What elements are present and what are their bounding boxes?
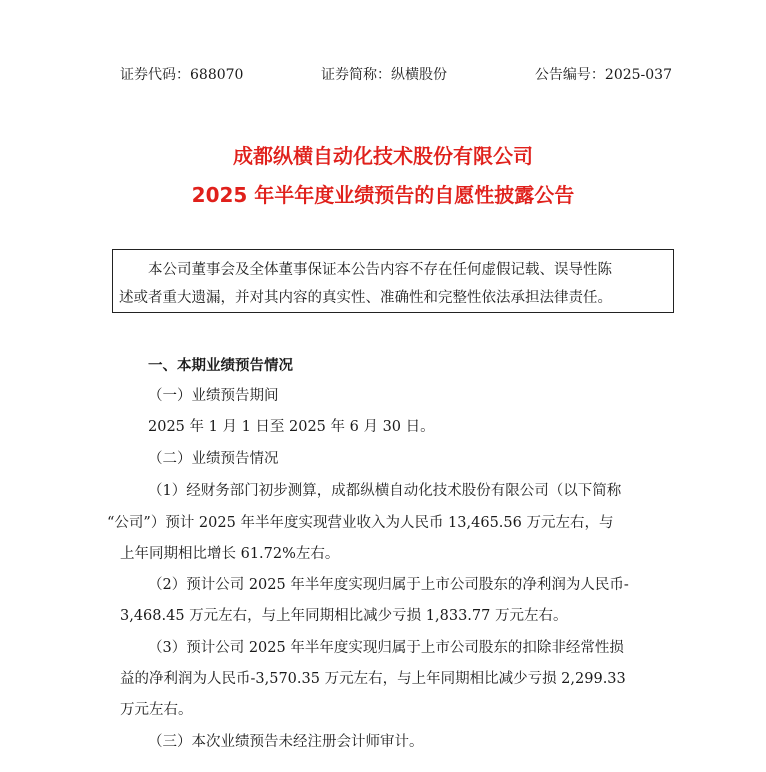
company-title: 成都纵横自动化技术股份有限公司 bbox=[233, 144, 533, 168]
revenue-paragraph-line-1: （1）经财务部门初步测算，成都纵横自动化技术股份有限公司（以下简称 bbox=[148, 483, 622, 499]
adjusted-profit-paragraph-line-2: 益的净利润为人民币-3,570.35 万元左右，与上年同期相比减少亏损 2,299.33 bbox=[120, 671, 626, 687]
notice-line-2: 述或者重大遗漏，并对其内容的真实性、准确性和完整性依法承担法律责任。 bbox=[119, 290, 612, 306]
board-guarantee-notice bbox=[112, 249, 674, 313]
stock-code: 证券代码：688070 bbox=[120, 67, 244, 83]
adjusted-profit-paragraph-line-1: （3）预计公司 2025 年半年度实现归属于上市公司股东的扣除非经常性损 bbox=[148, 640, 624, 656]
net-profit-paragraph-line-1: （2）预计公司 2025 年半年度实现归属于上市公司股东的净利润为人民币- bbox=[148, 577, 629, 593]
subsection-heading-forecast: （二）业绩预告情况 bbox=[148, 451, 279, 467]
announcement-number: 公告编号：2025-037 bbox=[534, 67, 672, 83]
stock-abbreviation: 证券简称：纵横股份 bbox=[321, 67, 447, 83]
notice-line-1: 本公司董事会及全体董事保证本公告内容不存在任何虚假记载、误导性陈 bbox=[148, 262, 612, 278]
audit-note: （三）本次业绩预告未经注册会计师审计。 bbox=[148, 734, 424, 750]
revenue-paragraph-line-2: “公司”）预计 2025 年半年度实现营业收入为人民币 13,465.56 万元左右，与 bbox=[107, 515, 614, 531]
net-profit-paragraph-line-2: 3,468.45 万元左右，与上年同期相比减少亏损 1,833.77 万元左右。 bbox=[120, 608, 568, 624]
announcement-title: 2025 年半年度业绩预告的自愿性披露公告 bbox=[191, 183, 575, 207]
forecast-period-text: 2025 年 1 月 1 日至 2025 年 6 月 30 日。 bbox=[148, 419, 435, 435]
subsection-heading-period: （一）业绩预告期间 bbox=[148, 388, 279, 404]
document-header bbox=[120, 64, 672, 86]
section-heading: 一、本期业绩预告情况 bbox=[148, 358, 293, 374]
revenue-paragraph-line-3: 上年同期相比增长 61.72%左右。 bbox=[120, 546, 340, 562]
adjusted-profit-paragraph-line-3: 万元左右。 bbox=[120, 702, 193, 718]
